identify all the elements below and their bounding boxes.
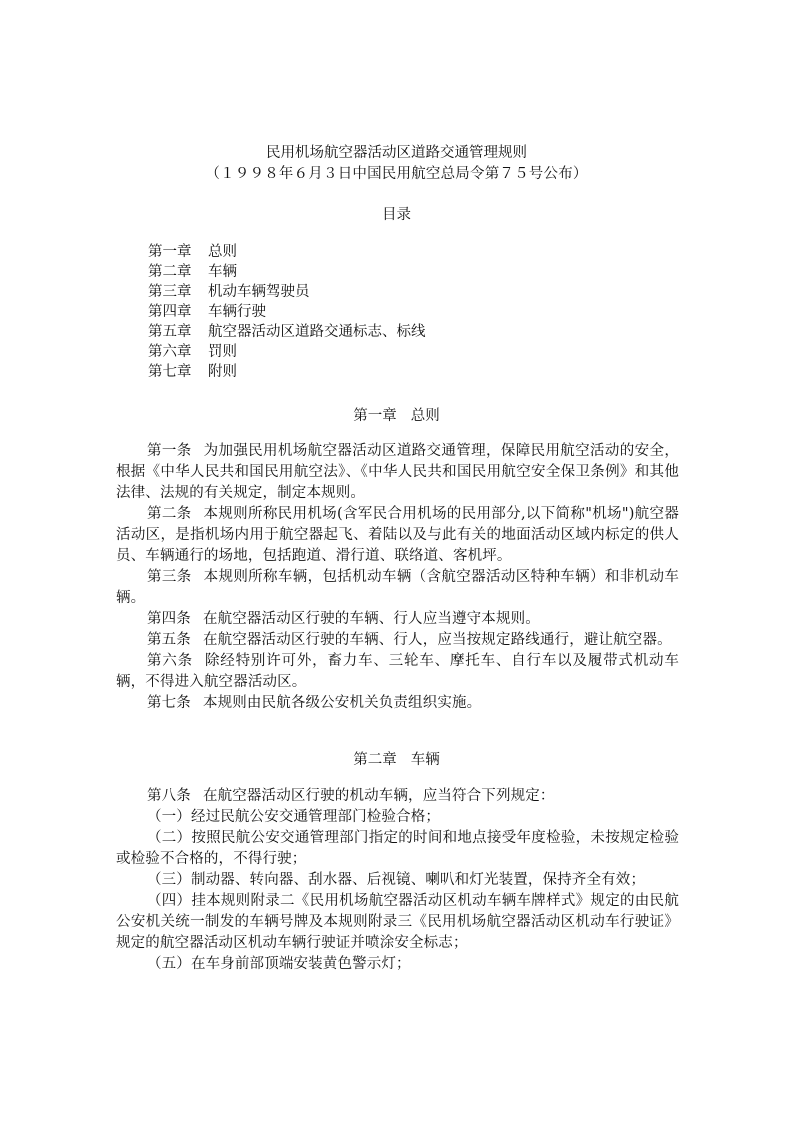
article-3 [116,567,679,609]
chapter-title: 车辆 [410,752,440,768]
toc-chapter-label: 航空器活动区道路交通标志、标线 [208,324,426,340]
article-number: 第七条 [147,695,191,711]
toc-item-chapter-6 [148,342,426,362]
article-text: 除经特别许可外，畜力车、三轮车、摩托车、自行车以及履带式机动车辆，不得进入航空器活动区。 [116,653,680,690]
chapter-number: 第一章 [353,408,397,424]
article-number: 第四条 [147,611,191,627]
article-4 [116,609,679,630]
article-8 [116,786,679,807]
toc-chapter-label: 附则 [208,364,237,380]
article-text: 本规则所称民用机场(含军民合用机场的民用部分,以下简称"机场")航空器活动区，是指机场内用于航空器起飞、着陆以及与此有关的地面活动区域内标定的供人员、车辆通行的场地，包括跑道、滑行道、联络道、客机坪。 [116,506,679,564]
article-text: 在航空器活动区行驶的车辆、行人应当遵守本规则。 [202,611,540,627]
article-number: 第二条 [147,506,192,522]
article-8-clause-5 [116,954,679,975]
article-text: 本规则所称车辆，包括机动车辆（含航空器活动区特种车辆）和非机动车辆。 [116,569,680,606]
toc-chapter-number: 第二章 [148,264,192,280]
clause-text: （五）在车身前部顶端安装黄色警示灯； [147,956,411,972]
document-title: 民用机场航空器活动区道路交通管理规则 [266,145,527,161]
toc-chapter-label: 机动车辆驾驶员 [208,284,310,300]
article-number: 第五条 [147,632,191,648]
article-8-clause-3 [116,870,679,891]
toc-chapter-number: 第六章 [148,344,192,360]
article-6 [116,651,679,693]
toc-item-chapter-1 [148,242,426,262]
chapter-2-heading [0,748,793,769]
article-text: 为加强民用机场航空器活动区道路交通管理，保障民用航空活动的安全，根据《中华人民共和国民用航空法》、《中华人民共和国民用航空安全保卫条例》和其他法律、法规的有关规定，制定本规则。 [116,443,680,501]
toc-item-chapter-4 [148,302,426,322]
table-of-contents [148,242,426,382]
toc-chapter-number: 第七章 [148,364,192,380]
clause-text: （一）经过民航公安交通管理部门检验合格； [147,809,440,825]
toc-chapter-label: 车辆行驶 [208,304,266,320]
toc-chapter-label: 车辆 [208,264,237,280]
toc-chapter-number: 第一章 [148,244,192,260]
article-number: 第三条 [147,569,192,585]
chapter-2-body [116,786,679,975]
article-number: 第八条 [147,788,191,804]
toc-item-chapter-7 [148,362,426,382]
toc-chapter-number: 第五章 [148,324,192,340]
toc-item-chapter-2 [148,262,426,282]
toc-chapter-number: 第四章 [148,304,192,320]
toc-item-chapter-5 [148,322,426,342]
article-text: 在航空器活动区行驶的机动车辆，应当符合下列规定： [202,788,555,804]
chapter-1-heading [0,404,793,425]
article-number: 第一条 [147,443,192,459]
clause-text: （四）挂本规则附录二《民用机场航空器活动区机动车辆车牌样式》规定的由民航公安机关统一制发的车辆号牌及本规则附录三《民用机场航空器活动区机动车行驶证》规定的航空器活动区机动车辆行驶证并喷涂安全标志； [116,893,679,951]
toc-item-chapter-3 [148,282,426,302]
article-8-clause-1 [116,807,679,828]
toc-heading: 目录 [382,207,411,223]
article-8-clause-2 [116,828,679,870]
chapter-number: 第二章 [353,752,397,768]
clause-text: （二）按照民航公安交通管理部门指定的时间和地点接受年度检验，未按规定检验或检验不合格的，不得行驶； [116,830,679,867]
toc-chapter-label: 总则 [208,244,237,260]
document-subtitle: （１９９８年６月３日中国民用航空总局令第７５号公布） [205,166,588,182]
chapter-title: 总则 [410,408,440,424]
article-7 [116,693,679,714]
toc-chapter-number: 第三章 [148,284,192,300]
chapter-1-body [116,441,679,714]
article-1 [116,441,679,504]
article-number: 第六条 [147,653,193,669]
article-8-clause-4 [116,891,679,954]
article-2 [116,504,679,567]
article-text: 在航空器活动区行驶的车辆、行人，应当按规定路线通行，避让航空器。 [202,632,672,648]
article-5 [116,630,679,651]
article-text: 本规则由民航各级公安机关负责组织实施。 [202,695,482,711]
clause-text: （三）制动器、转向器、刮水器、后视镜、喇叭和灯光装置，保持齐全有效； [147,872,646,888]
toc-chapter-label: 罚则 [208,344,237,360]
